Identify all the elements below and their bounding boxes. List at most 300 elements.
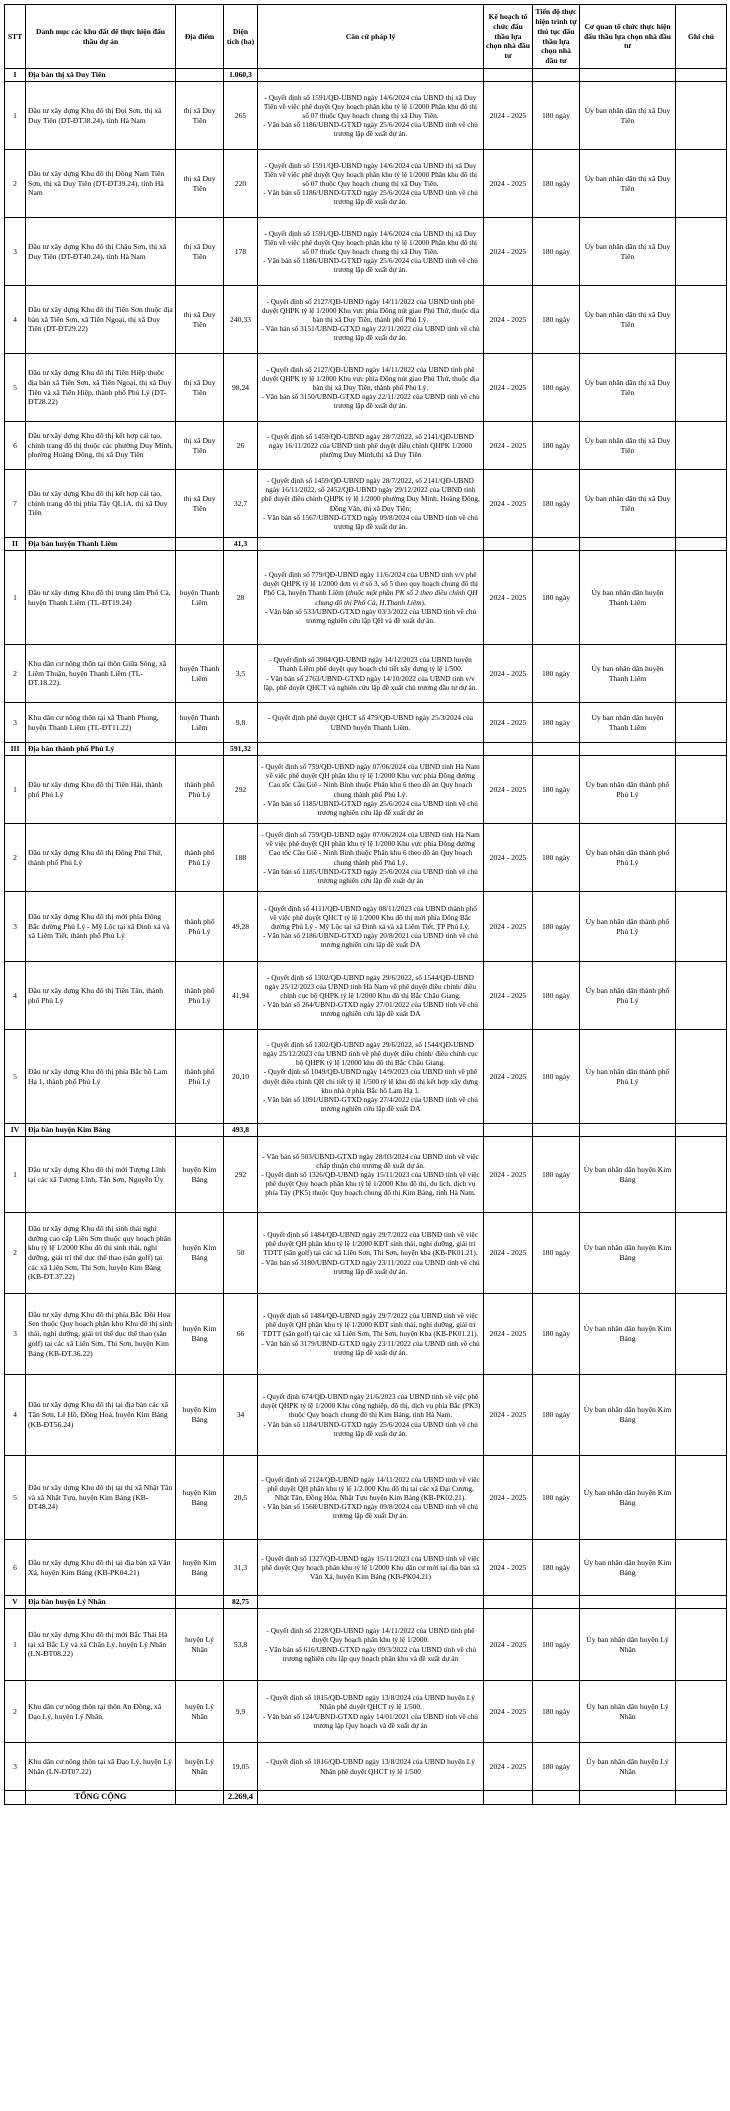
header-agency: Cơ quan tổ chức thực hiện đấu thầu lựa chọn nhà đầu tư: [580, 5, 676, 69]
project-note: [676, 422, 727, 470]
project-row: [5, 354, 727, 422]
project-location: thành phố Phủ Lý: [176, 892, 224, 962]
project-progress: 180 ngày: [533, 1456, 580, 1540]
project-stt: 2: [5, 645, 26, 703]
project-location: huyện Kim Bảng: [176, 1456, 224, 1540]
project-location: thị xã Duy Tiên: [176, 286, 224, 354]
project-bidding-plan: 2024 - 2025: [484, 82, 533, 150]
project-location: huyện Kim Bảng: [176, 1375, 224, 1456]
project-progress: 180 ngày: [533, 1540, 580, 1596]
project-row: [5, 824, 727, 892]
project-row: [5, 703, 727, 743]
section-empty-cell: [484, 1596, 533, 1609]
project-stt: 1: [5, 756, 26, 824]
section-empty-cell: [484, 69, 533, 82]
project-note: [676, 1375, 727, 1456]
section-empty-cell: [676, 743, 727, 756]
header-area: Diện tích (ha): [224, 5, 258, 69]
project-legal-basis: - Quyết định 674/QĐ-UBND ngày 21/6/2023 của UBND tỉnh về việc phê duyệt QHPK tỷ lệ 1/2000 Khu công nghiệp, đô thị, dịch vụ phía Bắc (PK3) thuộc Quy hoạch chung đô thị Kim Bảng, tỉnh Hà Nam. - Văn bản số 1184/UBND-GTXD ngày 25/6/2024 của UBND tỉnh về chủ trương lập đề xuất dự án.: [258, 1375, 484, 1456]
project-note: [676, 551, 727, 645]
project-progress: 180 ngày: [533, 892, 580, 962]
project-name: Đầu tư xây dựng Khu đô thị Tiên Hiệp thuộc địa bàn xã Tiên Sơn, xã Tiên Ngoại, thị xã Duy Tiên và xã Tiên Hiệp, thành phố Phủ Lý (DT-ĐT28.22): [26, 354, 176, 422]
section-empty-cell: [484, 1124, 533, 1137]
section-empty-cell: [676, 538, 727, 551]
project-agency: Ủy ban nhân dân huyện Lý Nhân: [580, 1681, 676, 1743]
section-roman: I: [5, 69, 26, 82]
project-area: 265: [224, 82, 258, 150]
project-area: 28: [224, 551, 258, 645]
project-row: [5, 1294, 727, 1375]
project-bidding-plan: 2024 - 2025: [484, 756, 533, 824]
section-row: [5, 743, 727, 756]
project-name: Đầu tư xây dựng Khu đô thị phía Bắc Đồi Hoa Sen thuộc Quy hoạch phân khu Khu đô thị sinh thái, nghỉ dưỡng, giải trí thể dục thể thao (sân golf) tại các xã Liên Sơn, Thi Sơn, huyện Kim Bảng (KB-ĐT.36.22): [26, 1294, 176, 1375]
total-area: 2.269,4: [224, 1791, 258, 1805]
project-agency: Ủy ban nhân dân huyện Lý Nhân: [580, 1743, 676, 1791]
section-area: 1.060,3: [224, 69, 258, 82]
total-agency: [580, 1791, 676, 1805]
project-bidding-plan: 2024 - 2025: [484, 1375, 533, 1456]
project-agency: Ủy ban nhân dân thành phố Phủ Lý: [580, 892, 676, 962]
header-legal-basis: Căn cứ pháp lý: [258, 5, 484, 69]
project-row: [5, 286, 727, 354]
section-row: [5, 1124, 727, 1137]
project-bidding-plan: 2024 - 2025: [484, 1609, 533, 1681]
project-stt: 4: [5, 1375, 26, 1456]
project-progress: 180 ngày: [533, 1743, 580, 1791]
project-progress: 180 ngày: [533, 1375, 580, 1456]
project-location: thị xã Duy Tiên: [176, 150, 224, 218]
section-empty-cell: [533, 69, 580, 82]
project-stt: 6: [5, 422, 26, 470]
section-empty-cell: [258, 538, 484, 551]
section-area: 493,8: [224, 1124, 258, 1137]
project-location: thị xã Duy Tiên: [176, 354, 224, 422]
project-bidding-plan: 2024 - 2025: [484, 892, 533, 962]
project-name: Khu dân cư nông thôn tại xã Đạo Lý, huyện Lý Nhân (LN-ĐT07.22): [26, 1743, 176, 1791]
project-stt: 2: [5, 1213, 26, 1294]
project-note: [676, 1213, 727, 1294]
project-progress: 180 ngày: [533, 645, 580, 703]
project-progress: 180 ngày: [533, 1294, 580, 1375]
project-area: 41,94: [224, 962, 258, 1030]
project-progress: 180 ngày: [533, 962, 580, 1030]
project-agency: Ủy ban nhân dân thành phố Phủ Lý: [580, 1030, 676, 1124]
project-legal-basis: - Quyết định số 759/QĐ-UBND ngày 07/06/2024 của UBND tỉnh Hà Nam về việc phê duyệt QH phân khu tỷ lệ 1/2000 Khu vực phía Đông đường Cao tốc Cầu Giẽ - Ninh Bình thuộc Phân khu 6 theo đồ án Quy hoạch chung thành phố Phủ Lý. - Văn bản số 1185/UBND-GTXD ngày 25/6/2024 của UBND tỉnh về chủ trương nghiên cứu lập đề xuất dự án: [258, 756, 484, 824]
section-empty-cell: [484, 743, 533, 756]
project-note: [676, 756, 727, 824]
project-legal-basis: - Quyết định số 1815/QĐ-UBND ngày 13/8/2024 của UBND huyện Lý Nhân phê duyệt QHCT tỷ lệ 1/500. - Văn bản số 124/UBND-GTXD ngày 14/01/2021 của UBND tỉnh về chủ trương lập Quy hoạch và đề xuất dự án: [258, 1681, 484, 1743]
project-row: [5, 218, 727, 286]
project-name: Đầu tư xây dựng Khu đô thị tại địa bàn xã Văn Xá, huyện Kim Bảng (KB-PK04.21): [26, 1540, 176, 1596]
project-stt: 3: [5, 218, 26, 286]
project-bidding-plan: 2024 - 2025: [484, 1213, 533, 1294]
project-location: thành phố Phủ Lý: [176, 756, 224, 824]
project-agency: Ủy ban nhân dân thị xã Duy Tiên: [580, 422, 676, 470]
project-location: huyện Kim Bảng: [176, 1213, 224, 1294]
project-name: Đầu tư xây dựng Khu đô thị kết hợp cải tạo, chỉnh trang đô thị phía Tây QL1A, thị xã Duy Tiên: [26, 470, 176, 538]
section-empty-cell: [258, 1124, 484, 1137]
project-area: 19,05: [224, 1743, 258, 1791]
project-agency: Ủy ban nhân dân huyện Kim Bảng: [580, 1137, 676, 1213]
project-stt: 5: [5, 1030, 26, 1124]
project-legal-basis: - Quyết định số 2127/QĐ-UBND ngày 14/11/2022 của UBND tỉnh phê duyệt QHPK tỷ lệ 1/2000 Khu vực phía Đông nút giao Phú Thứ, thuộc địa bàn thị xã Duy Tiên, thành phố Phủ Lý. - Văn bản số 3150/UBND-GTXD ngày 22/11/2022 của UBND tỉnh về chủ trương lập đề xuất dự án.: [258, 354, 484, 422]
project-legal-basis: - Quyết định số 1591/QĐ-UBND ngày 14/6/2024 của UBND thị xã Duy Tiên về việc phê duyệt Quy hoạch phân khu tỷ lệ 1/2000 Phân khu đô thị số 07 thuộc Quy hoạch chung thị xã Duy Tiên. - Văn bản số 1186/UBND-GTXD ngày 25/6/2024 của UBND tỉnh về chủ trương lập đề xuất dự án.: [258, 150, 484, 218]
project-legal-basis: - Văn bản số 503/UBND-GTXD ngày 28/03/2024 của UBND tỉnh về việc chấp thuận chủ trương đề xuất dự án. - Quyết định số 1326/QĐ-UBND ngày 15/11/2023 của UBND tỉnh về việc phê duyệt Quy hoạch phân khu tỷ lệ 1/2000 Khu đô thị, du lịch, dịch vụ phía Tây (PK5) thuộc Quy hoạch chung đô thị Kim Bảng, tỉnh Hà Nam.: [258, 1137, 484, 1213]
project-progress: 180 ngày: [533, 150, 580, 218]
project-note: [676, 1030, 727, 1124]
project-area: 20,5: [224, 1456, 258, 1540]
section-empty-cell: [258, 743, 484, 756]
project-name: Đầu tư xây dựng Khu đô thị Tiên Tân, thành phố Phủ Lý: [26, 962, 176, 1030]
header-note: Ghi chú: [676, 5, 727, 69]
project-location: thành phố Phủ Lý: [176, 962, 224, 1030]
project-legal-basis: - Quyết định số 2124/QĐ-UBND ngày 14/11/2022 của UBND tỉnh về việc phê duyệt QH phân khu tỷ lệ 1/2.000 Khu đô thị tại các xã Đại Cương, Nhật Tân, Đồng Hóa, Nhật Tựu huyện Kim Bảng (KB-PK02.21). - Văn bản số 1568/UBND-GTXD ngày 09/8/2024 của UBND tỉnh về chủ trương lập đề xuất Dự án.: [258, 1456, 484, 1540]
project-note: [676, 1294, 727, 1375]
section-row: [5, 69, 727, 82]
project-area: 26: [224, 422, 258, 470]
section-name: Địa bàn huyện Kim Bảng: [26, 1124, 176, 1137]
project-location: thị xã Duy Tiên: [176, 422, 224, 470]
project-note: [676, 1137, 727, 1213]
project-row: [5, 1213, 727, 1294]
project-bidding-plan: 2024 - 2025: [484, 218, 533, 286]
section-area: 591,32: [224, 743, 258, 756]
project-legal-basis: - Quyết định số 1816/QĐ-UBND ngày 13/8/2024 của UBND huyện Lý Nhân phê duyệt QHCT tỷ lệ 1/500: [258, 1743, 484, 1791]
project-legal-basis: - Quyết định số 4111/QĐ-UBND ngày 08/11/2023 của UBND thành phố về việc phê duyệt QHCT tỷ lệ 1/2000 Khu đô thị mới phía Đông Bắc đường Phủ Lý - Mỹ Lộc tại xã Đinh xá và xã Liêm Tiết, TP Phủ Lý. - Văn bản số 2186/UBND-GTXD ngày 20/8/2021 của UBND tỉnh về chủ trương nghiên cứu lập đề xuất DA: [258, 892, 484, 962]
project-legal-basis: - Quyết định số 3904/QĐ-UBND ngày 14/12/2023 của UBND huyện Thanh Liêm phê duyệt quy hoạch chi tiết xây dựng tỷ lệ 1/500. - Văn bản số 2763/UBND-GTXD ngày 14/10/2022 của UBND tỉnh v/v lập, phê duyệt QHCT và nghiên cứu lập đề xuất chủ trương đầu tư dự án.: [258, 645, 484, 703]
project-stt: 1: [5, 82, 26, 150]
section-empty-cell: [580, 1596, 676, 1609]
project-legal-basis: - Quyết định số 1484/QĐ-UBND ngày 29/7/2022 của UBND tỉnh về việc phê duyệt QH phân khu tỷ lệ 1/2000 KĐT sinh thái, nghỉ dưỡng, giải trí TDTT (sân golf) tại các xã Liên Sơn, Thi Sơn, huyện kba (KB-PK01.21). - Văn bản số 3180/UBND-GTXD ngày 23/11/2022 của UBND tỉnh về chủ trương lập đề xuất dự án.: [258, 1213, 484, 1294]
project-legal-basis: - Quyết định số 1484/QĐ-UBND ngày 29/7/2022 của UBND tỉnh về việc phê duyệt QH phân khu tỷ lệ 1/2000 KĐT sinh thái, nghỉ dưỡng, giải trí TDTT (sân golf) tại các xã Liên Sơn, Thi Sơn, huyện Kba (KB-PK01.21). - Văn bản số 3179/UBND-GTXD ngày 23/11/2022 của UBND tỉnh về chủ trương lập đề xuất dự án.: [258, 1294, 484, 1375]
project-row: [5, 756, 727, 824]
section-row: [5, 538, 727, 551]
project-agency: Ủy ban nhân dân huyện Kim Bảng: [580, 1213, 676, 1294]
section-name: Địa bàn huyện Thanh Liêm: [26, 538, 176, 551]
project-location: huyện Kim Bảng: [176, 1294, 224, 1375]
project-bidding-plan: 2024 - 2025: [484, 824, 533, 892]
project-agency: Ủy ban nhân dân huyện Kim Bảng: [580, 1294, 676, 1375]
section-empty-cell: [258, 1596, 484, 1609]
project-area: 66: [224, 1294, 258, 1375]
project-name: Đầu tư xây dựng Khu đô thị Đọi Sơn, thị xã Duy Tiên (DT-ĐT38.24), tỉnh Hà Nam: [26, 82, 176, 150]
project-agency: Ủy ban nhân dân huyện Lý Nhân: [580, 1609, 676, 1681]
project-progress: 180 ngày: [533, 824, 580, 892]
header-location: Địa điểm: [176, 5, 224, 69]
project-note: [676, 1540, 727, 1596]
project-area: 98,24: [224, 354, 258, 422]
project-note: [676, 1609, 727, 1681]
project-stt: 7: [5, 470, 26, 538]
project-name: Khu dân cư nông thôn tại thôn Giữa Sông, xã Liêm Thuận, huyện Thanh Liêm (TL-ĐT.18.22).: [26, 645, 176, 703]
project-name: Đầu tư xây dựng Khu đô thị kết hợp cải tạo, chỉnh trang đô thị thuộc các phường Duy Minh, phường Hoàng Đông, thị xã Duy Tiên: [26, 422, 176, 470]
total-location: [176, 1791, 224, 1805]
project-area: 20,10: [224, 1030, 258, 1124]
section-empty-cell: [580, 1124, 676, 1137]
section-row: [5, 1596, 727, 1609]
project-note: [676, 1681, 727, 1743]
section-area: 82,75: [224, 1596, 258, 1609]
project-location: huyện Kim Bảng: [176, 1137, 224, 1213]
section-empty-cell: [580, 69, 676, 82]
project-row: [5, 551, 727, 645]
project-row: [5, 1681, 727, 1743]
project-legal-basis: - Quyết định số 1302/QĐ-UBND ngày 29/6/2022, số 1544/QĐ-UBND ngày 25/12/2023 của UBND tỉnh Hà Nam về phê duyệt điều chỉnh/ điều chỉnh cục bộ QHPK tỷ lệ 1/2000 Khu đô thị Bắc Châu Giang. - Văn bản số 264/UBND-GTXD ngày 27/01/2022 của UBND tỉnh về chủ trương nghiên cứu lập đề xuất DA: [258, 962, 484, 1030]
project-row: [5, 1030, 727, 1124]
project-agency: Ủy ban nhân dân thành phố Phủ Lý: [580, 962, 676, 1030]
section-roman: II: [5, 538, 26, 551]
total-legal: [258, 1791, 484, 1805]
project-agency: Ủy ban nhân dân huyện Kim Bảng: [580, 1540, 676, 1596]
project-location: thành phố Phủ Lý: [176, 1030, 224, 1124]
project-row: [5, 1456, 727, 1540]
project-progress: 180 ngày: [533, 82, 580, 150]
section-location: [176, 1596, 224, 1609]
total-note: [676, 1791, 727, 1805]
project-note: [676, 703, 727, 743]
project-legal-basis: - Quyết định số 2128/QĐ-UBND ngày 14/11/2022 của UBND tỉnh phê duyệt Quy hoạch phân khu tỷ lệ 1/2000. - Văn bản số 616/UBND-GTXD ngày 09/3/2022 của UBND tỉnh về chủ trương nghiên cứu lập quy hoạch phân khu và đề xuất dự án: [258, 1609, 484, 1681]
project-bidding-plan: 2024 - 2025: [484, 962, 533, 1030]
project-bidding-plan: 2024 - 2025: [484, 1681, 533, 1743]
project-row: [5, 962, 727, 1030]
project-agency: Ủy ban nhân dân thành phố Phủ Lý: [580, 756, 676, 824]
project-bidding-plan: 2024 - 2025: [484, 645, 533, 703]
project-agency: Ủy ban nhân dân thị xã Duy Tiên: [580, 354, 676, 422]
project-location: huyện Lý Nhân: [176, 1681, 224, 1743]
project-progress: 180 ngày: [533, 1213, 580, 1294]
project-agency: Ủy ban nhân dân thị xã Duy Tiên: [580, 150, 676, 218]
project-name: Đầu tư xây dựng Khu đô thị Đông Phú Thứ, thành phố Phủ Lý: [26, 824, 176, 892]
bidding-land-table-sheet: [4, 4, 726, 1805]
project-area: 178: [224, 218, 258, 286]
project-bidding-plan: 2024 - 2025: [484, 1456, 533, 1540]
project-note: [676, 962, 727, 1030]
section-location: [176, 69, 224, 82]
section-empty-cell: [676, 1124, 727, 1137]
project-bidding-plan: 2024 - 2025: [484, 354, 533, 422]
project-row: [5, 422, 727, 470]
project-legal-basis: - Quyết định số 759/QĐ-UBND ngày 07/06/2024 của UBND tỉnh Hà Nam về việc phê duyệt QH phân khu tỷ lệ 1/2000 Khu vực phía Đông đường Cao tốc Cầu Giẽ - Ninh Bình thuộc Phân khu 6 theo đồ án Quy hoạch chung thành phố Phủ Lý. - Văn bản số 1185/UBND-GTXD ngày 25/6/2024 của UBND tỉnh về chủ trương nghiên cứu lập đề xuất dự án: [258, 824, 484, 892]
section-name: Địa bàn huyện Lý Nhân: [26, 1596, 176, 1609]
project-progress: 180 ngày: [533, 470, 580, 538]
project-note: [676, 892, 727, 962]
project-bidding-plan: 2024 - 2025: [484, 422, 533, 470]
project-name: Đầu tư xây dựng Khu đô thị Tiên Sơn thuộc địa bàn xã Tiên Sơn, xã Tiên Ngoại, thị xã Duy Tiên (DT-ĐT29.22): [26, 286, 176, 354]
project-bidding-plan: 2024 - 2025: [484, 1137, 533, 1213]
project-name: Đầu tư xây dựng Khu đô thị mới Tượng Lĩnh tại các xã Tượng Lĩnh, Tân Sơn, Nguyễn Úy: [26, 1137, 176, 1213]
project-area: 9,8: [224, 703, 258, 743]
project-area: 240,33: [224, 286, 258, 354]
project-progress: 180 ngày: [533, 1137, 580, 1213]
project-bidding-plan: 2024 - 2025: [484, 470, 533, 538]
project-stt: 4: [5, 286, 26, 354]
project-location: thị xã Duy Tiên: [176, 82, 224, 150]
project-bidding-plan: 2024 - 2025: [484, 150, 533, 218]
project-stt: 1: [5, 551, 26, 645]
project-bidding-plan: 2024 - 2025: [484, 1743, 533, 1791]
project-location: huyện Kim Bảng: [176, 1540, 224, 1596]
project-legal-basis: - Quyết định số 779/QĐ-UBND ngày 11/6/2024 của UBND tỉnh v/v phê duyệt QHPK tỷ lệ 1/2000 đơn vị ở số 3, số 5 theo quy hoạch chung đô thị Phố Cà, huyện Thanh Liêm (thuộc một phần PK số 2 theo điều chỉnh QH chung đô thị Phố Cà, H.Thanh Liêm). - Văn bản số 533/UBND-GTXD ngày 03/3/2022 của UBND tỉnh về chủ trương nghiên cứu lập QH và đề xuất dự án.: [258, 551, 484, 645]
project-name: Khu dân cư nông thôn tại thôn An Đồng, xã Đạo Lý, huyện Lý Nhân.: [26, 1681, 176, 1743]
project-agency: Ủy ban nhân dân thành phố Phủ Lý: [580, 824, 676, 892]
project-legal-basis: - Quyết định số 1302/QĐ-UBND ngày 29/6/2022, số 1544/QĐ-UBND ngày 25/12/2023 của UBND tỉnh về phê duyệt điều chỉnh/ điều chỉnh cục bộ QHPK tỷ lệ 1/2000 khu đô thị Bắc Châu Giang. - Quyết định số 1049/QĐ-UBND ngày 14/9/2023 của UBND tỉnh về phê duyệt điều chỉnh QH chi tiết tỷ lệ 1/500 tỷ lệ khu đô thị kết hợp xây dựng khu nhà ở phía Bắc hồ Lam Hạ 1. - Văn bản số 1091/UBND-GTXD ngày 27/4/2022 của UBND tỉnh về chủ trương nghiên cứu lập đề xuất DA: [258, 1030, 484, 1124]
project-agency: Ủy ban nhân dân huyện Kim Bảng: [580, 1375, 676, 1456]
project-stt: 3: [5, 892, 26, 962]
project-bidding-plan: 2024 - 2025: [484, 703, 533, 743]
section-name: Địa bàn thị xã Duy Tiên: [26, 69, 176, 82]
section-name: Địa bàn thành phố Phủ Lý: [26, 743, 176, 756]
project-row: [5, 82, 727, 150]
project-area: 34: [224, 1375, 258, 1456]
section-location: [176, 538, 224, 551]
project-location: thị xã Duy Tiên: [176, 470, 224, 538]
project-name: Đầu tư xây dựng Khu đô thị tại địa bàn các xã Tân Sơn, Lê Hồ, Đồng Hoá, huyện Kim Bảng (KB-ĐT56.24): [26, 1375, 176, 1456]
project-stt: 3: [5, 1294, 26, 1375]
project-agency: Ủy ban nhân dân huyện Thanh Liêm: [580, 645, 676, 703]
header-progress: Tiến độ thực hiện trình tự thủ tục đấu thầu lựa chọn nhà đầu tư: [533, 5, 580, 69]
project-progress: 180 ngày: [533, 1681, 580, 1743]
total-row: [5, 1791, 727, 1805]
section-area: 41,3: [224, 538, 258, 551]
table-body: [5, 69, 727, 1791]
project-area: 188: [224, 824, 258, 892]
project-row: [5, 1743, 727, 1791]
project-bidding-plan: 2024 - 2025: [484, 551, 533, 645]
project-note: [676, 286, 727, 354]
project-progress: 180 ngày: [533, 218, 580, 286]
project-agency: Ủy ban nhân dân thị xã Duy Tiên: [580, 286, 676, 354]
project-note: [676, 354, 727, 422]
project-location: thành phố Phủ Lý: [176, 824, 224, 892]
project-note: [676, 1456, 727, 1540]
total-label: TỔNG CỘNG: [26, 1791, 176, 1805]
project-area: 50: [224, 1213, 258, 1294]
project-stt: 1: [5, 1609, 26, 1681]
project-agency: Ủy ban nhân dân huyện Thanh Liêm: [580, 703, 676, 743]
header-bidding-plan: Kế hoạch tổ chức đấu thầu lựa chọn nhà đầu tư: [484, 5, 533, 69]
section-empty-cell: [676, 69, 727, 82]
project-legal-basis: - Quyết định số 2127/QĐ-UBND ngày 14/11/2022 của UBND tỉnh phê duyệt QHPK tỷ lệ 1/2000 Khu vực phía Đông nút giao Phú Thứ, thuộc địa bàn thị xã Duy Tiên, thành phố Phủ Lý. - Văn bản số 3151/UBND-GTXD ngày 22/11/2022 của UBND tỉnh về chủ trương lập đề xuất dự án.: [258, 286, 484, 354]
project-progress: 180 ngày: [533, 286, 580, 354]
project-location: huyện Thanh Liêm: [176, 703, 224, 743]
header-stt: STT: [5, 5, 26, 69]
project-name: Đầu tư xây dựng Khu đô thị Đồng Nam Tiên Sơn, thị xã Duy Tiên (DT-ĐT39.24), tỉnh Hà Nam: [26, 150, 176, 218]
project-agency: Ủy ban nhân dân thị xã Duy Tiên: [580, 470, 676, 538]
project-location: huyện Lý Nhân: [176, 1743, 224, 1791]
project-area: 292: [224, 756, 258, 824]
project-stt: 3: [5, 703, 26, 743]
section-location: [176, 743, 224, 756]
project-name: Đầu tư xây dựng Khu đô thị phía Bắc hồ Lam Hạ 1, thành phố Phủ Lý: [26, 1030, 176, 1124]
project-note: [676, 150, 727, 218]
project-agency: Ủy ban nhân dân huyện Kim Bảng: [580, 1456, 676, 1540]
section-empty-cell: [484, 538, 533, 551]
project-legal-basis: - Quyết định số 1591/QĐ-UBND ngày 14/6/2024 của UBND thị xã Duy Tiên về việc phê duyệt Quy hoạch phân khu tỷ lệ 1/2000 Phân khu đô thị số 07 thuộc Quy hoạch chung thị xã Duy Tiên. - Văn bản số 1186/UBND-GTXD ngày 25/6/2024 của UBND tỉnh về chủ trương lập đề xuất dự án.: [258, 218, 484, 286]
project-legal-basis: - Quyết định phê duyệt QHCT số 479/QĐ-UBND ngày 25/3/2024 của UBND huyện Thanh Liêm.: [258, 703, 484, 743]
project-area: 49,28: [224, 892, 258, 962]
project-note: [676, 218, 727, 286]
project-location: huyện Thanh Liêm: [176, 645, 224, 703]
project-progress: 180 ngày: [533, 422, 580, 470]
project-legal-basis: - Quyết định số 1459/QĐ-UBND ngày 28/7/2022, số 2141/QĐ-UBND ngày 16/11/2022 của UBND tỉnh phê duyệt điều chỉnh QHPK 1/2000 phường Duy Minh,thị xã Duy Tiên: [258, 422, 484, 470]
project-note: [676, 1743, 727, 1791]
project-stt: 5: [5, 354, 26, 422]
project-progress: 180 ngày: [533, 1030, 580, 1124]
project-name: Đầu tư xây dựng Khu đô thị Tiên Hải, thành phố Phủ Lý: [26, 756, 176, 824]
project-area: 3,5: [224, 645, 258, 703]
project-agency: Ủy ban nhân dân thị xã Duy Tiên: [580, 218, 676, 286]
project-row: [5, 1540, 727, 1596]
section-location: [176, 1124, 224, 1137]
project-progress: 180 ngày: [533, 1609, 580, 1681]
project-legal-basis: - Quyết định số 1327/QĐ-UBND ngày 15/11/2023 của UBND tỉnh về việc phê duyệt Quy hoạch phân khu tỷ lệ 1/2000 Khu dân cư mới tại địa bàn xã Văn Xá, huyện Kim Bảng (KB-PK04.21): [258, 1540, 484, 1596]
project-progress: 180 ngày: [533, 354, 580, 422]
project-name: Khu dân cư nông thôn tại xã Thanh Phong, huyện Thanh Liêm (TL-ĐT11.22): [26, 703, 176, 743]
project-area: 220: [224, 150, 258, 218]
project-stt: 3: [5, 1743, 26, 1791]
header-row: [5, 5, 727, 69]
project-bidding-plan: 2024 - 2025: [484, 1540, 533, 1596]
project-row: [5, 645, 727, 703]
project-agency: Ủy ban nhân dân thị xã Duy Tiên: [580, 82, 676, 150]
section-roman: IV: [5, 1124, 26, 1137]
project-note: [676, 645, 727, 703]
project-area: 31,3: [224, 1540, 258, 1596]
section-empty-cell: [676, 1596, 727, 1609]
section-empty-cell: [580, 743, 676, 756]
project-area: 53,8: [224, 1609, 258, 1681]
total-plan: [484, 1791, 533, 1805]
project-progress: 180 ngày: [533, 551, 580, 645]
project-stt: 4: [5, 962, 26, 1030]
project-row: [5, 470, 727, 538]
project-location: huyện Thanh Liêm: [176, 551, 224, 645]
project-stt: 2: [5, 1681, 26, 1743]
project-stt: 1: [5, 1137, 26, 1213]
section-empty-cell: [533, 1596, 580, 1609]
project-row: [5, 1375, 727, 1456]
project-area: 32,7: [224, 470, 258, 538]
project-bidding-plan: 2024 - 2025: [484, 1294, 533, 1375]
project-progress: 180 ngày: [533, 756, 580, 824]
total-stt: [5, 1791, 26, 1805]
project-location: thị xã Duy Tiên: [176, 218, 224, 286]
project-bidding-plan: 2024 - 2025: [484, 1030, 533, 1124]
land-bidding-table: [4, 4, 727, 1805]
project-name: Đầu tư xây dựng Khu đô thị Châu Sơn, thị xã Duy Tiên (DT-ĐT40.24), tỉnh Hà Nam: [26, 218, 176, 286]
project-area: 292: [224, 1137, 258, 1213]
project-stt: 2: [5, 150, 26, 218]
header-category: Danh mục các khu đất để thực hiện đấu thầu dự án: [26, 5, 176, 69]
project-row: [5, 892, 727, 962]
project-row: [5, 1137, 727, 1213]
project-area: 9,9: [224, 1681, 258, 1743]
project-stt: 6: [5, 1540, 26, 1596]
section-empty-cell: [533, 538, 580, 551]
project-note: [676, 470, 727, 538]
project-agency: Ủy ban nhân dân huyện Thanh Liêm: [580, 551, 676, 645]
section-empty-cell: [258, 69, 484, 82]
project-progress: 180 ngày: [533, 703, 580, 743]
project-name: Đầu tư xây dựng Khu đô thị trung tâm Phố Cà, huyện Thanh Liêm (TL-ĐT19.24): [26, 551, 176, 645]
project-stt: 5: [5, 1456, 26, 1540]
project-name: Đầu tư xây dựng Khu đô thị tại thị xã Nhật Tân và xã Nhật Tựu, huyện Kim Bảng (KB-ĐT48.24): [26, 1456, 176, 1540]
total-progress: [533, 1791, 580, 1805]
project-note: [676, 824, 727, 892]
section-empty-cell: [533, 743, 580, 756]
project-row: [5, 1609, 727, 1681]
project-bidding-plan: 2024 - 2025: [484, 286, 533, 354]
